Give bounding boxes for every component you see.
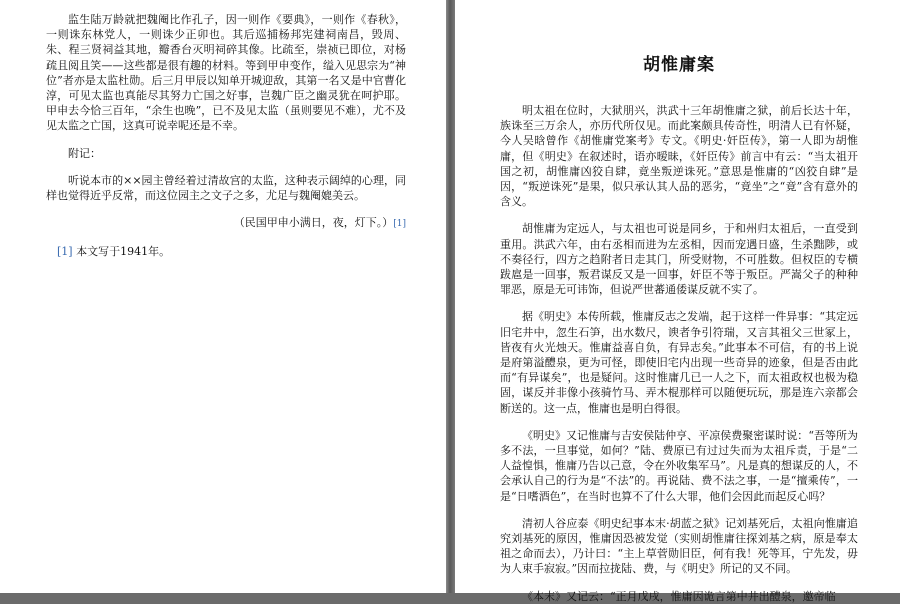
footnote-ref-link[interactable]: [1] <box>393 219 406 230</box>
right-paragraph-1: 明太祖在位时，大狱朋兴，洪武十三年胡惟庸之狱，前后长达十年，族诛至三万余人，亦历代所仅见。而此案颇具传奇性，明清人已有怀疑，今人吴晗曾作《胡惟庸党案考》专文。《明史·奸臣传》，第一人即为胡惟庸，但《明史》在叙述时，语亦暧昧，《奸臣传》前言中有云：“当太祖开国之初，胡惟庸凶狡自肆，竟坐叛逆诛死。”意思是惟庸的“凶狡自肆”是因，“叛逆诛死”是果，似只承认其人品的恶劣，“竟坐”之“竟”含有意外的含义。 <box>500 104 858 209</box>
left-paragraph-2: 听说本市的××园主曾经着过清故宫的太监，这种表示阔绰的心理，同样也觉得近乎反常，而这位园主之文子之多，尤足与魏阉媲美云。 <box>46 173 406 203</box>
appendix-label: 附记： <box>68 146 101 160</box>
footnote-mark-link[interactable]: [1] <box>57 245 73 259</box>
chapter-title: 胡惟庸案 <box>643 55 715 75</box>
signature-line <box>46 215 406 232</box>
right-page <box>455 0 900 603</box>
right-paragraph-6: 《本末》又记云：“正月戊戌，惟庸因诡言第中井出醴泉，邀帝临 <box>522 589 836 603</box>
left-page <box>0 0 446 593</box>
footnote-text: 本文写于1941年。 <box>72 245 171 259</box>
right-paragraph-5: 清初人谷应泰《明史纪事本末·胡蓝之狱》记刘基死后，太祖向惟庸追究刘基死的原因，惟庸因恐被发觉（实则胡惟庸往探刘基之病，原是奉太祖之命而去），乃计曰：“主上草菅勋旧臣，何有我！死等耳，宁先发，毋为人束手寂寂。”因而拉拢陆、费，与《明史》所记的又不同。 <box>500 516 858 576</box>
right-paragraph-2: 胡惟庸为定远人，与太祖也可说是同乡，于和州归太祖后，一直受到重用。洪武六年，由右丞相而进为左丞相，因而宠遇日盛，生杀黜陟，或不奏径行，四方之趋附者日走其门，所受财物，不可胜数。但权臣的专横跋扈是一回事，叛君谋反又是一回事，奸臣不等于叛臣。严嵩父子的种种罪恶，原是无可讳饰，但说严世蕃通倭谋反就不实了。 <box>500 222 858 297</box>
right-paragraph-3: 据《明史》本传所载，惟庸反志之发端，起于这样一件异事：“其定远旧宅井中，忽生石笋，出水数尺，谀者争引符瑞，又言其祖父三世冢上，皆夜有火光烛天。惟庸益喜自负，有异志矣。”此事本不可信，有的书上说是府第溢醴泉，更为可怪，即使旧宅内出现一些奇异的迹象，但是否由此而“有异谋矣”，也是疑问。这时惟庸几已一人之下，而太祖政权也极为稳固，谋反并非像小孩骑竹马、弄木棍那样可以随便玩玩，那是连六亲都会断送的。这一点，惟庸也是明白得很。 <box>500 310 858 415</box>
footnote <box>46 244 406 259</box>
page-gutter <box>446 0 455 593</box>
left-paragraph-1: 监生陆万龄就把魏阉比作孔子，因一则作《要典》，一则作《春秋》，一则诛东林党人，一则诛少正卯也。其后巡捕杨邦宪建祠南昌，毁周、朱、程三贤祠益其地，瓣香台灭明祠碎其像。比疏至，崇祯已即位，对杨疏且阅且笑——这些都是很有趣的材料。等到甲申变作，缢入见思宗为“神位”者亦是太监杜勋。后三月甲辰以知单开城迎敌，其第一名又是中官曹化淳，可见太监也真能尽其努力亡国之好事，岂魏广臣之幽灵犹在呵护耶。甲申去今恰三百年，“余生也晚”，已不及见太监（虽则要见不难），尤不及见太监之亡国，这真可说幸呢还是不幸。 <box>46 13 406 133</box>
signature-text: （民国甲申小满日，夜，灯下。） <box>233 216 394 230</box>
right-paragraph-4: 《明史》又记惟庸与吉安侯陆仲亨、平凉侯费聚密谋时说：“吾等所为多不法，一旦事觉，如何？”陆、费原已有过过失而为太祖斥责，于是“二人益惶惧，惟庸乃告以己意，令在外收集军马”。凡是真的想谋反的人，不会承认自己的行为是“不法”的。再说陆、费不法之事，一是“擅乘传”，一是“日嗜酒色”，在当时也算不了什么大罪，他们会因此而起反心吗？ <box>500 428 858 503</box>
